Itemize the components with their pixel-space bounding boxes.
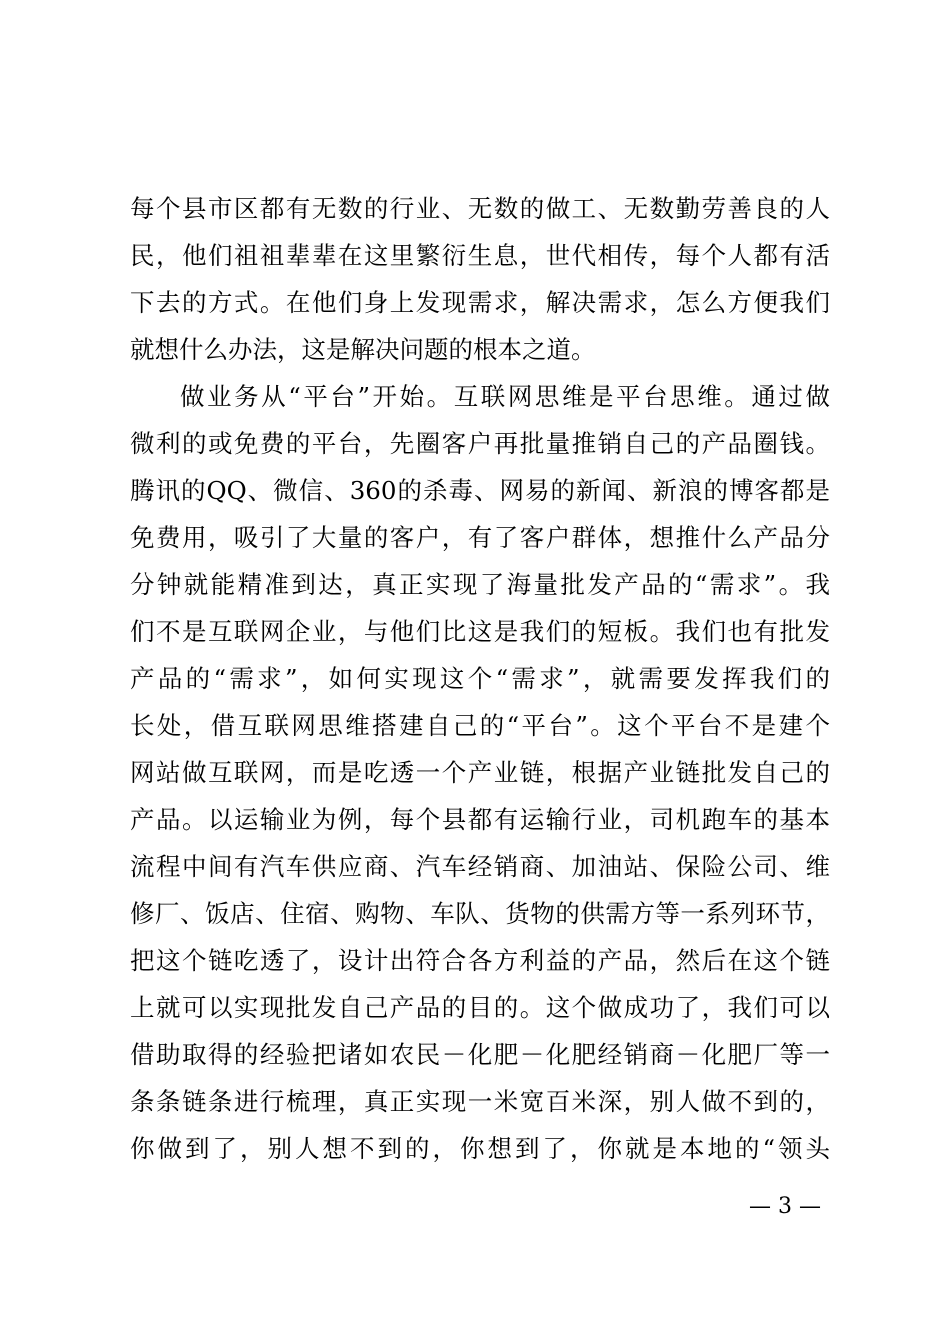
text-line: 网站做互联网，而是吃透一个产业链，根据产业链批发自己的: [130, 758, 830, 787]
text-line: 分钟就能精准到达，真正实现了海量批发产品的“需求”。我: [130, 570, 830, 599]
text-line: 民，他们祖祖辈辈在这里繁衍生息，世代相传，每个人都有活: [130, 241, 830, 270]
text-line: 就想什么办法，这是解决问题的根本之道。: [130, 335, 596, 364]
text-line: 借助取得的经验把诸如农民－化肥－化肥经销商－化肥厂等一: [130, 1040, 830, 1069]
paragraph-first-line: 做业务从“平台”开始。互联网思维是平台思维。通过做: [180, 382, 830, 411]
text-line: 你做到了，别人想不到的，你想到了，你就是本地的“领头: [130, 1134, 830, 1163]
text-line: 修厂、饭店、住宿、购物、车队、货物的供需方等一系列环节，: [130, 899, 830, 928]
text-line: 腾讯的QQ、微信、360的杀毒、网易的新闻、新浪的博客都是: [130, 476, 830, 505]
text-line: 上就可以实现批发自己产品的目的。这个做成功了，我们可以: [130, 993, 830, 1022]
text-line: 免费用，吸引了大量的客户，有了客户群体，想推什么产品分: [130, 523, 830, 552]
text-line: 条条链条进行梳理，真正实现一米宽百米深，别人做不到的，: [130, 1087, 830, 1116]
text-line: 产品。以运输业为例，每个县都有运输行业，司机跑车的基本: [130, 805, 830, 834]
text-line: 流程中间有汽车供应商、汽车经销商、加油站、保险公司、维: [130, 852, 830, 881]
text-line: 长处，借互联网思维搭建自己的“平台”。这个平台不是建个: [130, 711, 830, 740]
text-line: 每个县市区都有无数的行业、无数的做工、无数勤劳善良的人: [130, 194, 830, 223]
page-number: — 3 —: [749, 1194, 821, 1219]
text-line: 微利的或免费的平台，先圈客户再批量推销自己的产品圈钱。: [130, 429, 830, 458]
text-line: 下去的方式。在他们身上发现需求，解决需求，怎么方便我们: [130, 288, 830, 317]
text-line: 们不是互联网企业，与他们比这是我们的短板。我们也有批发: [130, 617, 830, 646]
text-line: 把这个链吃透了，设计出符合各方利益的产品，然后在这个链: [130, 946, 830, 975]
text-line: 产品的“需求”，如何实现这个“需求”，就需要发挥我们的: [130, 664, 830, 693]
